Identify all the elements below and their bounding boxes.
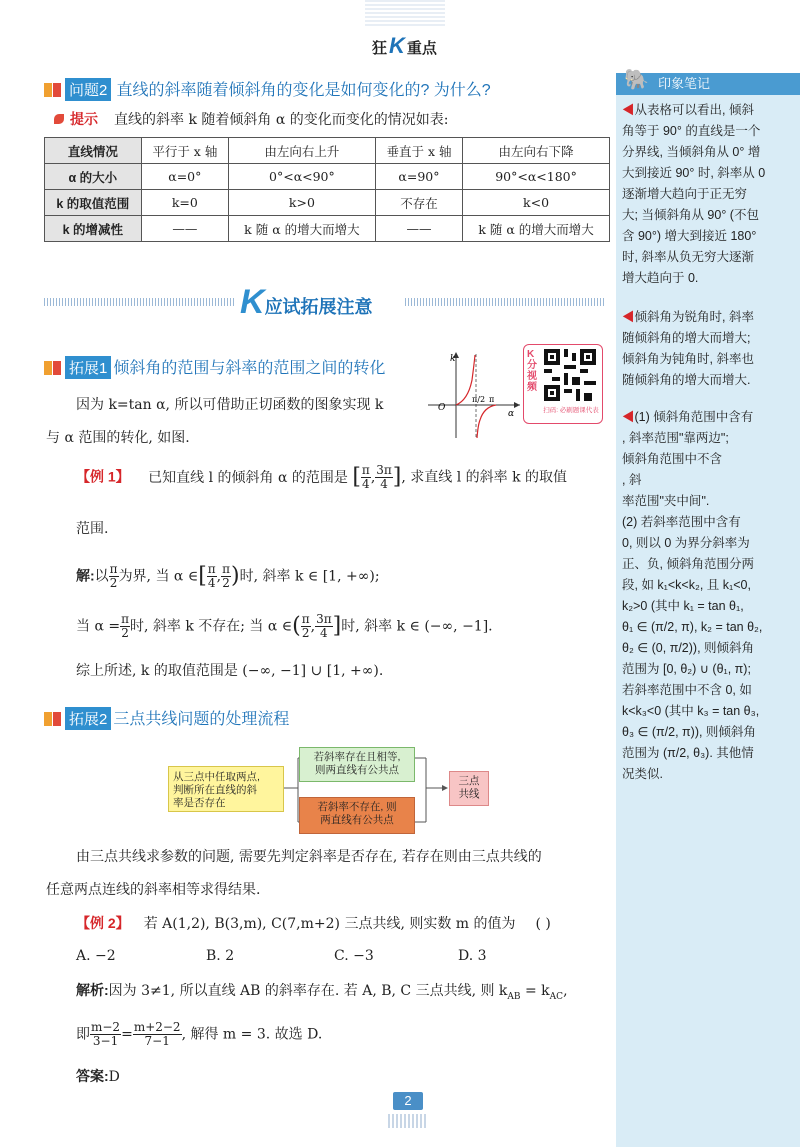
section-divider-left [44, 298, 234, 306]
table-row [45, 190, 610, 216]
sidebar-note-line: 分界线, 当倾斜角从 0° 增 [622, 145, 761, 159]
sidebar-note-3 [616, 391, 800, 785]
table-cell: α=90° [375, 164, 462, 190]
example-1-conclusion: 综上所述, k 的取值范围是 (−∞, −1] ∪ [1, +∞). [76, 663, 384, 679]
table-cell: 由左向右下降 [463, 138, 610, 164]
page-footer-deco [388, 1114, 428, 1128]
example-1-question-cont: 范围. [76, 521, 109, 537]
book-icon [44, 360, 62, 376]
triangle-bullet-icon: ◀ [622, 310, 635, 324]
flow-box-line: 三点 [458, 775, 480, 787]
graph-k-label: k [450, 354, 456, 364]
sidebar-note-line: 段, 如 k₁<k<k₂, 且 k₁<0, [622, 578, 751, 592]
header-deco [365, 0, 445, 26]
flow-box-line: 率是否存在 [173, 797, 226, 809]
book-icon [44, 82, 62, 98]
flow-box-line: 共线 [458, 788, 480, 800]
flow-start-box [168, 766, 284, 812]
elephant-icon: 🐘 [624, 69, 649, 91]
sidebar-note-line: k₂>0 (其中 k₁ = tan θ₁, [622, 599, 744, 613]
table-row-header: α 的大小 [45, 164, 142, 190]
sidebar-notes [616, 69, 800, 1147]
sidebar-note-line: 逐渐增大趋向于正无穷 [622, 187, 748, 201]
extension-2-title: 拓展2 三点共线问题的处理流程 [44, 706, 289, 730]
sidebar-note-line: 含 90°) 增大到接近 180° [622, 229, 757, 243]
section-divider-right [405, 298, 605, 306]
sidebar-note-line: 随倾斜角的增大而增大. [622, 373, 751, 387]
flow-end-box [449, 771, 489, 806]
graph-pi-label: π [489, 395, 495, 404]
table-cell: 平行于 x 轴 [141, 138, 228, 164]
example-1-solution-line2: 当 α = $\frac{\pi}{2}$ 时, 斜率 k 不存在; 当 α ∈( $\frac{\pi}{2}$ , $\frac{3\pi}{4}$ ]时, 斜率 k ∈ (−∞, −1]. [76, 612, 493, 640]
table-cell: k<0 [463, 190, 610, 216]
example-1-solution-line1: 解:以 $\frac{\pi}{2}$ 为界, 当 α ∈[ $\frac{\pi}{4}$ , $\frac{\pi}{2}$ )时, 斜率 k ∈ [1, +∞); [76, 562, 380, 590]
flow-top-box [299, 747, 415, 782]
tip-line: 提示 直线的斜率 k 随着倾斜角 α 的变化而变化的情况如表: [54, 108, 448, 131]
sidebar-note-line: 范围为 (π/2, θ₃). 其他情 [622, 746, 754, 760]
sidebar-note-line: , 斜率范围"靠两边"; [622, 431, 729, 445]
triangle-bullet-icon: ◀ [622, 103, 635, 117]
flow-box-line: 从三点中任取两点, [173, 771, 260, 783]
example-2-answer: 答案:D [76, 1068, 120, 1085]
flow-box-line: 则两直线有公共点 [315, 764, 399, 776]
question-2-title: 问题2 直线的斜率随着倾斜角的变化是如何变化的? 为什么? [44, 77, 491, 101]
sidebar-note-line: 范围为 [0, θ₂) ∪ (θ₁, π); [622, 662, 751, 676]
table-row-header: k 的取值范围 [45, 190, 142, 216]
table-cell: —— [141, 216, 228, 242]
book-icon [44, 711, 62, 727]
sidebar-note-line: θ₂ ∈ (0, π/2)), 则倾斜角 [622, 641, 755, 655]
flow-box-line: 两直线有公共点 [320, 814, 394, 826]
table-row-header: k 的增减性 [45, 216, 142, 242]
sidebar-note-1 [616, 95, 800, 289]
sidebar-note-line: ◀从表格可以看出, 倾斜 [622, 103, 754, 117]
qr-side-label: K分视频 [527, 349, 537, 393]
table-row [45, 138, 610, 164]
sidebar-note-line: 0, 则以 0 为界分斜率为 [622, 536, 750, 550]
qr-caption: 扫码: 必刷题课代表 [543, 407, 599, 414]
table-cell: 不存在 [375, 190, 462, 216]
flow-box-line: 判断所在直线的斜 [173, 784, 257, 796]
sidebar-note-line: 况类似. [622, 767, 663, 781]
sidebar-note-line: 随倾斜角的增大而增大; [622, 331, 751, 345]
sidebar-note-line: 倾斜角为钝角时, 斜率也 [622, 352, 754, 366]
sidebar-note-2 [616, 289, 800, 391]
example-1-question: 【例 1】 已知直线 l 的倾斜角 α 的范围是 [ $\frac{\pi}{4}$ , $\frac{3\pi}{4}$ ], 求直线 l 的斜率 k 的取值 [76, 463, 568, 491]
flow-box-line: 若斜率存在且相等, [313, 751, 401, 763]
sidebar-note-line: ◀倾斜角为锐角时, 斜率 [622, 310, 754, 324]
tangent-graph [428, 350, 523, 440]
table-cell: 0°<α<90° [228, 164, 375, 190]
table-row [45, 164, 610, 190]
table-cell: 由左向右上升 [228, 138, 375, 164]
sidebar-note-line: 倾斜角范围中不含 [622, 452, 723, 466]
qr-code [544, 349, 596, 401]
graph-origin-label: O [438, 403, 446, 413]
choice-b: B. 2 [206, 948, 235, 964]
sidebar-note-line: 正、负, 倾斜角范围分两 [622, 557, 754, 571]
qr-code-block[interactable] [523, 344, 603, 424]
table-cell: k 随 α 的增大而增大 [463, 216, 610, 242]
example-2-solution-line1: 解析:因为 3≠1, 所以直线 AB 的斜率存在. 若 A, B, C 三点共线, 则 $k_{AB} = k_{AC}$, [76, 982, 568, 1002]
choice-a: A. −2 [76, 948, 116, 964]
table-cell: k>0 [228, 190, 375, 216]
sidebar-note-line: ◀(1) 倾斜角范围中含有 [622, 410, 754, 424]
sidebar-note-line: 大到接近 90° 时, 斜率从 0 [622, 166, 766, 180]
flow-bottom-box [299, 797, 415, 834]
table-cell: 垂直于 x 轴 [375, 138, 462, 164]
sidebar-note-line: 角等于 90° 的直线是一个 [622, 124, 761, 138]
slope-table [44, 137, 610, 242]
table-cell: k=0 [141, 190, 228, 216]
section-title: K应试拓展注意 [240, 283, 373, 321]
table-row-header: 直线情况 [45, 138, 142, 164]
extension-2-text: 由三点共线求参数的问题, 需要先判定斜率是否存在, 若存在则由三点共线的 任意两点连线的斜率相等求得结果. [46, 849, 542, 898]
choice-d: D. 3 [458, 948, 487, 964]
sidebar-note-line: 大; 当倾斜角从 90° (不包 [622, 208, 759, 222]
leaf-icon [54, 114, 64, 124]
table-cell: α=0° [141, 164, 228, 190]
sidebar-note-line: θ₃ ∈ (π/2, π)), 则倾斜角 [622, 725, 756, 739]
sidebar-note-line: 率范围"夹中间". [622, 494, 710, 508]
sidebar-note-line: k<k₃<0 (其中 k₃ = tan θ₃, [622, 704, 760, 718]
sidebar-note-line: 若斜率范围中不含 0, 如 [622, 683, 752, 697]
sidebar-note-line: 时, 斜率从负无穷大逐渐 [622, 250, 754, 264]
graph-pi2-label: π/2 [472, 395, 486, 404]
table-cell: k 随 α 的增大而增大 [228, 216, 375, 242]
sidebar-note-line: 增大趋向于 0. [622, 271, 699, 285]
triangle-bullet-icon: ◀ [622, 410, 635, 424]
example-2-solution-line2: 即 $\frac{m-2}{3-1}$ = $\frac{m+2-2}{7-1}$ , 解得 m = 3. 故选 D. [76, 1020, 323, 1048]
flow-box-line: 若斜率不存在, 则 [317, 801, 397, 813]
sidebar-note-line: θ₁ ∈ (π/2, π), k₂ = tan θ₂, [622, 620, 763, 634]
table-row [45, 216, 610, 242]
page-number: 2 [393, 1092, 423, 1110]
example-2-question: 【例 2】 若 A(1,2), B(3,m), C(7,m+2) 三点共线, 则实数 m 的值为 ( ) [76, 915, 551, 932]
table-cell: 90°<α<180° [463, 164, 610, 190]
page-header: 狂K 重点 [372, 33, 437, 58]
extension-1-text: 因为 k=tan α, 所以可借助正切函数的图象实现 k 与 α 范围的转化, 如图. [46, 397, 384, 446]
graph-alpha-label: α [508, 409, 515, 419]
table-cell: —— [375, 216, 462, 242]
sidebar-note-line: (2) 若斜率范围中含有 [622, 515, 741, 529]
choice-c: C. −3 [334, 948, 374, 964]
extension-1-title: 拓展1 倾斜角的范围与斜率的范围之间的转化 [44, 355, 385, 379]
sidebar-note-line: , 斜 [622, 473, 642, 487]
sidebar-header: 🐘 印象笔记 [616, 73, 800, 95]
example-2-choices [76, 945, 487, 967]
